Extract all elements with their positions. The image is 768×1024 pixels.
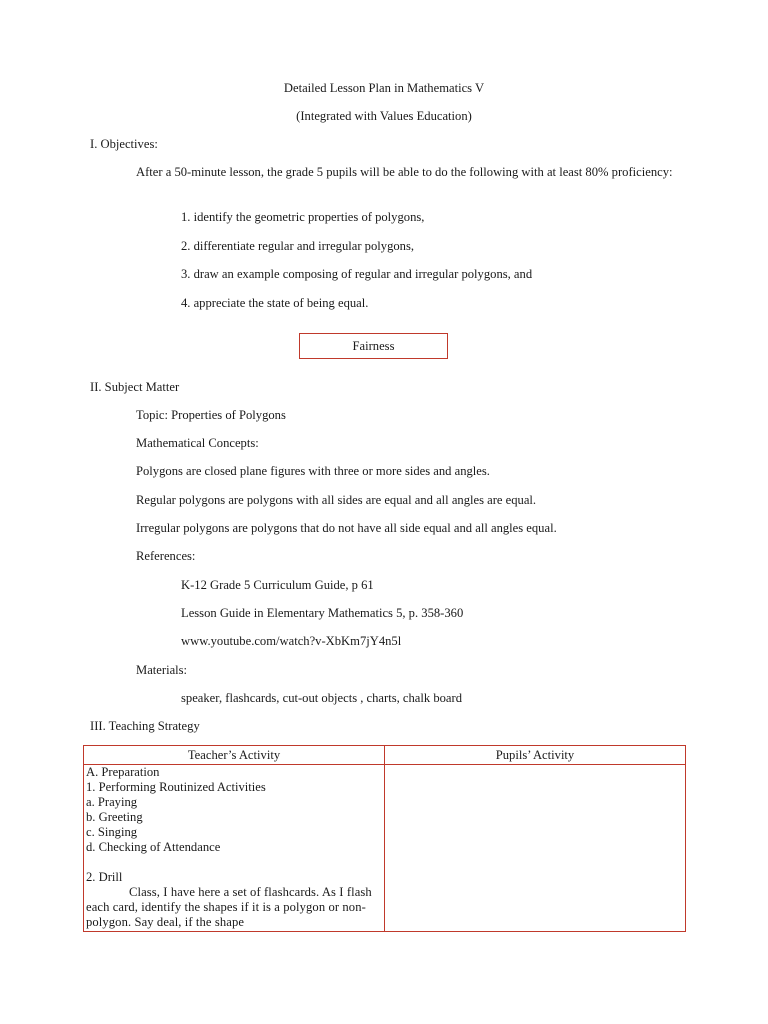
pupils-activity-cell: [385, 765, 686, 932]
reference-item-2: Lesson Guide in Elementary Mathematics 5, p. 358-360: [181, 606, 464, 620]
teacher-activity-cell: [84, 765, 385, 932]
references-label: References:: [136, 549, 196, 563]
teacher-line-praying: a. Praying: [86, 795, 138, 809]
document-subtitle: (Integrated with Values Education): [296, 109, 472, 123]
objectives-heading: I. Objectives:: [90, 137, 158, 151]
spacer: [86, 855, 382, 870]
column-header-teacher: Teacher’s Activity: [84, 746, 385, 765]
concept-item-2: Regular polygons are polygons with all sides are equal and all angles are equal.: [136, 493, 537, 507]
reference-item-3: www.youtube.com/watch?v-XbKm7jY4n5l: [181, 634, 402, 648]
teaching-strategy-table: [83, 745, 686, 932]
teacher-line-greeting: b. Greeting: [86, 810, 143, 824]
subject-matter-heading: II. Subject Matter: [90, 380, 180, 394]
column-header-pupils: Pupils’ Activity: [385, 746, 686, 765]
table-header-row: [84, 746, 686, 765]
objective-item-4: 4. appreciate the state of being equal.: [181, 296, 369, 310]
objectives-intro: After a 50-minute lesson, the grade 5 pupils will be able to do the following with at least 80% proficiency:: [136, 165, 673, 179]
materials-list: speaker, flashcards, cut-out objects , charts, chalk board: [181, 691, 462, 705]
objective-item-2: 2. differentiate regular and irregular polygons,: [181, 239, 415, 253]
teacher-line-singing: c. Singing: [86, 825, 138, 839]
teacher-line-preparation: A. Preparation: [86, 765, 160, 779]
materials-label: Materials:: [136, 663, 188, 677]
objective-item-1: 1. identify the geometric properties of polygons,: [181, 210, 425, 224]
concepts-label: Mathematical Concepts:: [136, 436, 259, 450]
teacher-line-routinized: 1. Performing Routinized Activities: [86, 780, 266, 794]
drill-text: Class, I have here a set of flashcards. As I flash each card, identify the shapes if it is a polygon or non-polygon. Say deal, if the shape: [86, 885, 372, 929]
concept-item-3: Irregular polygons are polygons that do not have all side equal and all angles equal.: [136, 521, 557, 535]
reference-item-1: K-12 Grade 5 Curriculum Guide, p 61: [181, 578, 374, 592]
value-box-fairness: Fairness: [299, 333, 448, 359]
topic-line: Topic: Properties of Polygons: [136, 408, 286, 422]
teacher-line-attendance: d. Checking of Attendance: [86, 840, 221, 854]
document-title: Detailed Lesson Plan in Mathematics V: [283, 81, 485, 95]
concept-item-1: Polygons are closed plane figures with three or more sides and angles.: [136, 464, 490, 478]
drill-heading: 2. Drill: [86, 870, 123, 884]
teaching-strategy-heading: III. Teaching Strategy: [90, 719, 200, 733]
objective-item-3: 3. draw an example composing of regular and irregular polygons, and: [181, 267, 533, 281]
table-row: [84, 765, 686, 932]
